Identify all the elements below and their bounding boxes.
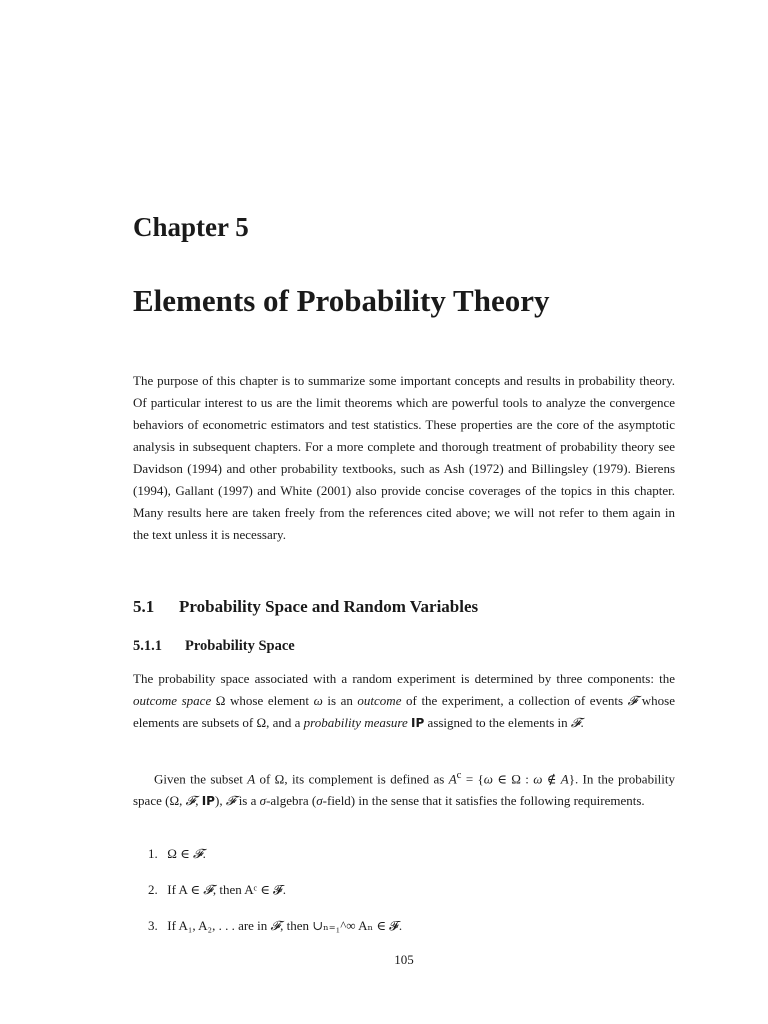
text-run: ),: [214, 793, 226, 809]
math-symbol: σ: [316, 793, 323, 809]
text-run: Ω whose element: [211, 693, 314, 708]
text-run: of the experiment, a collection of events: [401, 693, 628, 708]
page-number: 105: [394, 952, 414, 967]
text-run: }. In the probability space (Ω,: [133, 771, 676, 809]
text-run: ∈ Ω :: [492, 771, 534, 787]
term-outcome-space: outcome space: [133, 693, 212, 708]
item-number: 1.: [148, 846, 158, 861]
subsection-title: Probability Space: [185, 638, 295, 654]
math-symbol: 𝓕: [193, 846, 203, 861]
text-run: assigned to the elements in: [424, 715, 571, 730]
math-symbol: 𝓕: [185, 793, 196, 809]
term-probability-measure: probability measure: [303, 715, 408, 730]
text-run: Ω ∈: [167, 846, 194, 861]
item-number: 2.: [148, 882, 158, 897]
text-run: .: [580, 715, 584, 730]
math-symbol: A: [247, 771, 256, 787]
math-symbol: ω: [313, 693, 323, 708]
text-run: , then ∪ₙ₌₁^∞ Aₙ ∈ 𝓕.: [280, 918, 403, 933]
requirements-list: [133, 843, 402, 951]
chapter-title: Elements of Probability Theory: [133, 283, 550, 318]
text-run: -field) in the sense that it satisfies the following requirements.: [322, 793, 645, 809]
text-run: -algebra (: [266, 793, 317, 809]
section-title: Probability Space and Random Variables: [179, 597, 479, 616]
math-symbol: ω: [533, 771, 543, 787]
text-run: whose elements are subsets of Ω, and a: [133, 693, 675, 730]
section-number: 5.1: [133, 597, 155, 616]
text-run: If A ∈: [167, 882, 204, 897]
item-number: 3.: [148, 918, 158, 933]
text-run: , then Aᶜ ∈ 𝓕.: [212, 882, 286, 897]
text-run: .: [202, 846, 206, 861]
subsection-number: 5.1.1: [133, 638, 162, 654]
math-symbol: 𝓕: [203, 882, 213, 897]
list-item: [133, 843, 402, 879]
math-symbol: A: [560, 771, 569, 787]
text-run: ,: [195, 793, 202, 809]
math-symbol: IP: [411, 716, 425, 730]
math-symbol: 𝓕: [270, 918, 281, 933]
text-run: of Ω, its complement is defined as: [255, 771, 449, 787]
text-run: is a: [235, 793, 260, 809]
term-outcome: outcome: [357, 693, 402, 708]
section-heading: [133, 595, 478, 619]
math-symbol: ω: [483, 771, 493, 787]
probability-space-paragraph: [133, 668, 675, 734]
list-item: [133, 915, 402, 951]
math-symbol: σ: [259, 793, 267, 809]
list-item: [133, 879, 402, 915]
subsection-heading: [133, 635, 295, 657]
text-run: If A₁, A₂, . . . are in: [167, 918, 271, 933]
math-symbol: 𝓕: [627, 693, 638, 708]
math-symbol: IP: [201, 794, 215, 809]
sigma-algebra-paragraph: [133, 764, 675, 812]
math-symbol: 𝓕: [225, 793, 236, 809]
chapter-label: Chapter 5: [133, 212, 249, 242]
text-run: ∉: [542, 771, 561, 787]
text-run: Given the subset: [154, 771, 248, 787]
intro-paragraph: The purpose of this chapter is to summarize some important concepts and results in probability theory. Of particular interest to us are the limit theorems which are powerful tools to analyze the convergence behaviors of econometric estimators and test statistics. These properties are the core of the asymptotic analysis in subsequent chapters. For a more complete and thorough treatment of probability theory see Davidson (1994) and other probability textbooks, such as Ash (1972) and Billingsley (1979). Bierens (1994), Gallant (1997) and White (2001) also provide concise coverages of the topics in this chapter. Many results here are taken freely from the references cited above; we will not refer to them again in the text unless it is necessary.: [133, 373, 675, 542]
text-run: The probability space associated with a random experiment is determined by three components: the: [133, 671, 675, 686]
math-symbol: 𝓕: [570, 715, 581, 730]
math-superscript: c: [456, 769, 462, 781]
text-run: = {: [461, 771, 484, 787]
math-symbol: A: [448, 771, 457, 787]
text-run: is an: [322, 693, 358, 708]
